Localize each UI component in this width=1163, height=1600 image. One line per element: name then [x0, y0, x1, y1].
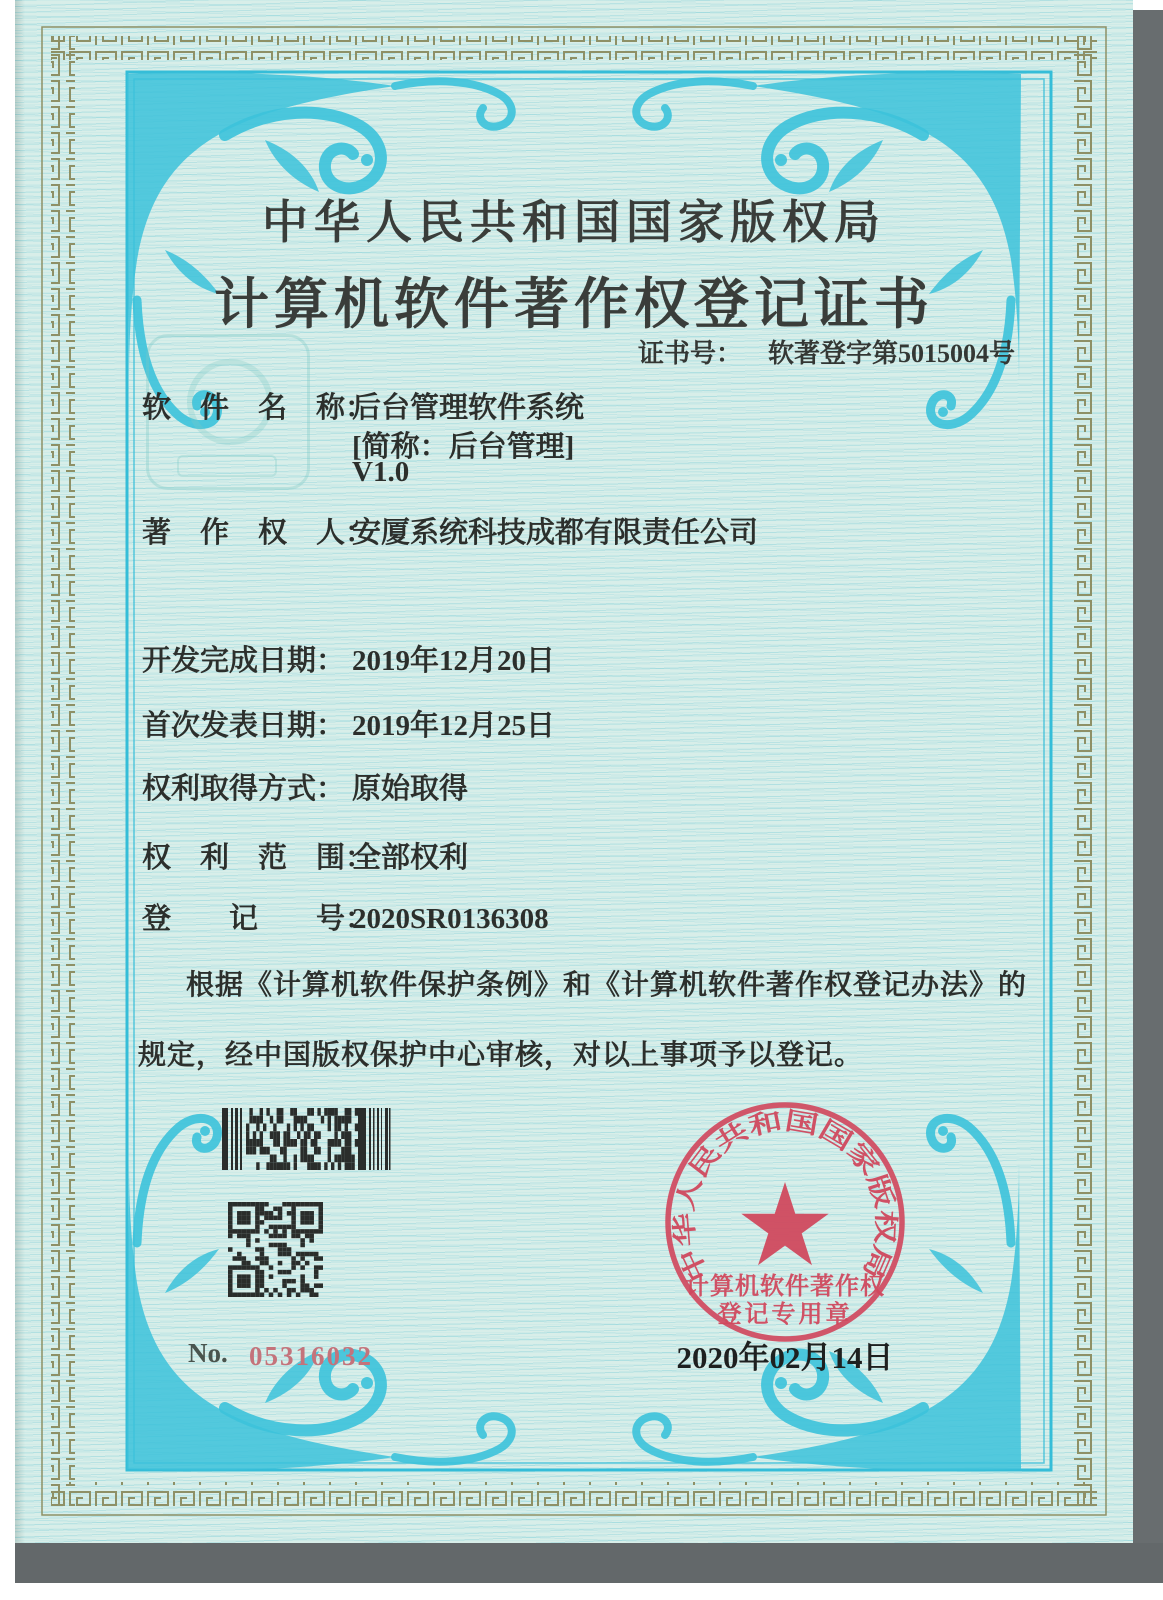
greek-key-left — [51, 36, 75, 1506]
certificate-number-line — [15, 333, 1015, 370]
field-registration-no-label: 登 记 号： — [142, 903, 375, 935]
field-right-scope-label: 权 利 范 围： — [142, 842, 375, 874]
field-first-publish-date-value: 2019年12月25日 — [352, 710, 556, 742]
seal-text-line-2: 登记专用章 — [717, 1302, 853, 1328]
field-copyright-owner-value: 安厦系统科技成都有限责任公司 — [352, 517, 759, 549]
certificate-number-value: 软著登字第5015004号 — [767, 339, 1015, 368]
authority-title: 中华人民共和国国家版权局 — [262, 197, 886, 248]
qr-code — [228, 1202, 323, 1297]
greek-key-top — [51, 36, 1097, 60]
field-dev-complete-date-value: 2019年12月20日 — [352, 645, 556, 677]
field-registration-no-value: 2020SR0136308 — [352, 903, 549, 935]
field-software-name-label: 软 件 名 称： — [142, 392, 375, 424]
greek-key-right — [1073, 36, 1097, 1506]
seal-ring-text: 中华人民共和国国家版权局 — [671, 1107, 899, 1286]
field-copyright-owner-label: 著 作 权 人： — [142, 517, 375, 549]
serial-prefix: No. — [188, 1338, 228, 1368]
pdf417-barcode — [222, 1108, 392, 1170]
statement-line-2: 规定，经中国版权保护中心审核，对以上事项予以登记。 — [138, 1040, 864, 1071]
field-first-publish-date-label: 首次发表日期： — [142, 710, 346, 742]
field-first-publish-date — [142, 703, 555, 744]
watermark-text-bar — [177, 455, 277, 477]
field-software-name — [142, 385, 584, 426]
field-dev-complete-date — [142, 638, 555, 679]
field-software-short-name: [简称：后台管理] — [352, 431, 575, 463]
greek-key-bottom — [51, 1482, 1097, 1506]
field-software-version: V1.0 — [352, 456, 410, 488]
seal-text-line-1: 计算机软件著作权 — [685, 1274, 885, 1300]
field-right-acquisition — [142, 766, 468, 807]
issue-date: 2020年02月14日 — [676, 1340, 894, 1375]
red-star-icon — [741, 1182, 828, 1265]
field-right-scope-value: 全部权利 — [352, 842, 469, 874]
scan-edge-right — [1133, 10, 1163, 1583]
field-software-name-value: 后台管理软件系统 — [352, 392, 585, 424]
certificate-title: 计算机软件著作权登记证书 — [213, 274, 934, 335]
official-seal — [635, 1072, 935, 1372]
certificate-number-label: 证书号： — [637, 339, 742, 368]
field-copyright-owner — [142, 510, 758, 551]
field-right-acquisition-label: 权利取得方式： — [142, 773, 346, 805]
statement-line-1: 根据《计算机软件保护条例》和《计算机软件著作权登记办法》的 — [186, 970, 1028, 1001]
serial-number: 05316032 — [249, 1341, 373, 1371]
field-right-scope — [142, 835, 468, 876]
scan-edge-bottom — [15, 1543, 1163, 1583]
field-dev-complete-date-label: 开发完成日期： — [142, 645, 346, 677]
field-registration-no — [142, 896, 549, 937]
field-right-acquisition-value: 原始取得 — [352, 773, 469, 805]
